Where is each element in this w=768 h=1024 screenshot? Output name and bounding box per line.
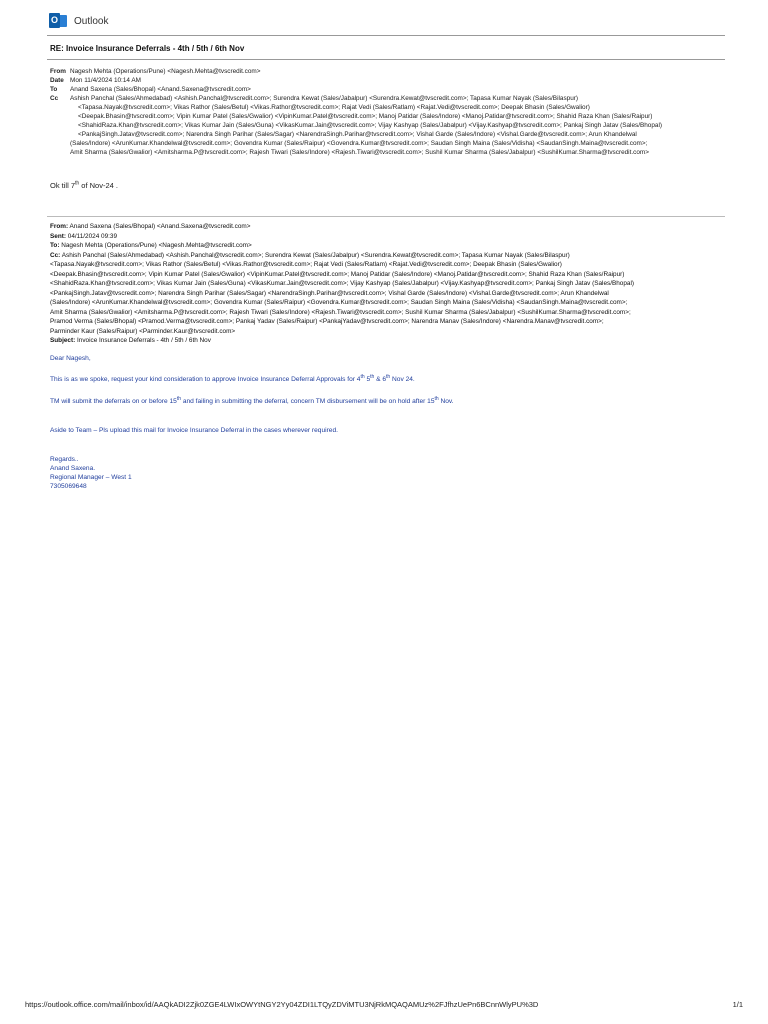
outlook-header	[49, 12, 108, 30]
reply-text: Ok till 7th of Nov-24 .	[50, 180, 118, 190]
cc-recipients[interactable]	[70, 94, 728, 157]
subject-divider	[47, 59, 725, 60]
cc-line: Amit Sharma (Sales/Gwalior) <Amitsharma.P@tvscredit.com>; Rajesh Tiwari (Sales/Indore) <Rajesh.Tiwari@tvscredit.com>; Sushil Kumar Sharma (Sales/Jabalpur) <SushilKumar.Sharma@tvscredit.com>	[70, 149, 649, 156]
email-subject: RE: Invoice Insurance Deferrals - 4th / 5th / 6th Nov	[50, 44, 245, 53]
fwd-cc: Cc: Ashish Panchal (Sales/Ahmedabad) <Ashish.Panchal@tvscredit.com>; Surendra Kewat (Sales/Jabalpur) <Surendra.Kewat@tvscredit.com>; Tapasa Kumar Nayak (Sales/Bilaspur) <Tapasa.Nayak@tvscredit.com>; Vikas Rathor (Sales/Betul) <Vikas.Rathor@tvscredit.com>; Rajat Vedi (Sales/Ratlam) <Rajat.Vedi@tvscredit.com>; Deepak Bhasin (Sales/Gwalior) <Deepak.Bhasin@tvscredit.com>; Vipin Kumar Patel (Sales/Gwalior) <VipinKumar.Patel@tvscredit.com>; Manoj Patidar (Sales/Indore) <Manoj.Patidar@tvscredit.com>; Shahid Raza Khan (Sales/Raipur) <ShahidRaza.Khan@tvscredit.com>; Vikas Kumar Jain (Sales/Guna) <VikasKumar.Jain@tvscredit.com>; Vijay Kashyap (Sales/Jabalpur) <Vijay.Kashyap@tvscredit.com>; Pankaj Singh Jatav (Sales/Bhopal) <PankajSingh.Jatav@tvscredit.com>; Narendra Singh Parihar (Sales/Sagar) <NarendraSingh.Parihar@tvscredit.com>; Vishal Garde (Sales/Indore) <Vishal.Garde@tvscredit.com>; Arun Khandelwal (Sales/Indore) <ArunKumar.Khandelwal@tvscredit.com>; Govendra Kumar (Sales/Raipur) <Govendra.Kumar@tvscredit.com>; Saudan Singh Maina (Sales/Vidisha) <SaudanSingh.Maina@tvscredit.com>; Amit Sharma (Sales/Gwalior) <Amitsharma.P@tvscredit.com>; Rajesh Tiwari (Sales/Indore) <Rajesh.Tiwari@tvscredit.com>; Sushil Kumar Sharma (Sales/Jabalpur) <SushilKumar.Sharma@tvscredit.com>; Pramod Verma (Sales/Bhopal) <Pramod.Verma@tvscredit.com>; Pankaj Yadav (Sales/Raipur) <PankajYadav@tvscredit.com>; Narendra Manav (Sales/Indore) <Narendra.Manav@tvscredit.com>; Parminder Kaur (Sales/Raipur) <Parminder.Kaur@tvscredit.com>	[50, 251, 635, 335]
fwd-subject: Invoice Insurance Deferrals - 4th / 5th / 6th Nov	[75, 337, 211, 344]
cc-line: <Deepak.Bhasin@tvscredit.com>; Vipin Kumar Patel (Sales/Gwalior) <VipinKumar.Patel@tvscredit.com>; Manoj Patidar (Sales/Indore) <Manoj.Patidar@tvscredit.com>; Shahid Raza Khan (Sales/Raipur)	[78, 113, 653, 120]
cc-line: <Tapasa.Nayak@tvscredit.com>; Vikas Rathor (Sales/Betul) <Vikas.Rathor@tvscredit.com>; Rajat Vedi (Sales/Ratlam) <Rajat.Vedi@tvscredit.com>; Deepak Bhasin (Sales/Gwalior)	[78, 104, 590, 111]
page-number: 1/1	[732, 1000, 743, 1009]
print-footer	[25, 1000, 743, 1009]
outlook-logo-icon: O	[49, 12, 67, 30]
cc-line: <ShahidRaza.Khan@tvscredit.com>; Vikas Kumar Jain (Sales/Guna) <VikasKumar.Jain@tvscredit.com>; Vijay Kashyap (Sales/Jabalpur) <Vijay.Kashyap@tvscredit.com>; Pankaj Singh Jatav (Sales/Bhopal)	[78, 122, 663, 129]
cc-line: Ashish Panchal (Sales/Ahmedabad) <Ashish.Panchal@tvscredit.com>; Surendra Kewat (Sales/Jabalpur) <Surendra.Kewat@tvscredit.com>; Tapasa Kumar Nayak (Sales/Bilaspur)	[70, 95, 579, 102]
paragraph-2: TM will submit the deferrals on or before 15th and failing in submitting the deferral, concern TM disbursement will be on hold after 15th Nov.	[50, 395, 454, 405]
cc-label: Cc	[50, 95, 59, 102]
greeting: Dear Nagesh,	[50, 355, 91, 362]
fwd-sent: 04/11/2024 09:39	[65, 232, 118, 240]
fwd-from: Anand Saxena (Sales/Bhopal) <Anand.Saxena@tvscredit.com>	[68, 223, 251, 230]
paragraph-3: Aside to Team – Pls upload this mail for Invoice Insurance Deferral in the cases wherever required.	[50, 427, 338, 434]
cc-line: (Sales/Indore) <ArunKumar.Khandelwal@tvscredit.com>; Govendra Kumar (Sales/Raipur) <Govendra.Kumar@tvscredit.com>; Saudan Singh Maina (Sales/Vidisha) <SaudanSingh.Maina@tvscredit.com>;	[70, 140, 648, 147]
forwarded-header: From: Anand Saxena (Sales/Bhopal) <Anand.Saxena@tvscredit.com> Sent: 04/11/2024 09:39 To: Nagesh Mehta (Operations/Pune) <Nagesh.Mehta@tvscredit.com> Cc: Ashish Panchal (Sales/Ahmedabad) <Ashish.Panchal@tvscredit.com>; Surendra Kewat (Sales/Jabalpur) <Surendra.Kewat@tvscredit.com>; Tapasa Kumar Nayak (Sales/Bilaspur) <Tapasa.Nayak@tvscredit.com>; Vikas Rathor (Sales/Betul) <Vikas.Rathor@tvscredit.com>; Rajat Vedi (Sales/Ratlam) <Rajat.Vedi@tvscredit.com>; Deepak Bhasin (Sales/Gwalior) <Deepak.Bhasin@tvscredit.com>; Vipin Kumar Patel (Sales/Gwalior) <VipinKumar.Patel@tvscredit.com>; Manoj Patidar (Sales/Indore) <Manoj.Patidar@tvscredit.com>; Shahid Raza Khan (Sales/Raipur) <ShahidRaza.Khan@tvscredit.com>; Vikas Kumar Jain (Sales/Guna) <VikasKumar.Jain@tvscredit.com>; Vijay Kashyap (Sales/Jabalpur) <Vijay.Kashyap@tvscredit.com>; Pankaj Singh Jatav (Sales/Bhopal) <PankajSingh.Jatav@tvscredit.com>; Narendra Singh Parihar (Sales/Sagar) <NarendraSingh.Parihar@tvscredit.com>; Vishal Garde (Sales/Indore) <Vishal.Garde@tvscredit.com>; Arun Khandelwal (Sales/Indore) <ArunKumar.Khandelwal@tvscredit.com>; Govendra Kumar (Sales/Raipur) <Govendra.Kumar@tvscredit.com>; Saudan Singh Maina (Sales/Vidisha) <SaudanSingh.Maina@tvscredit.com>; Amit Sharma (Sales/Gwalior) <Amitsharma.P@tvscredit.com>; Rajesh Tiwari (Sales/Indore) <Rajesh.Tiwari@tvscredit.com>; Sushil Kumar Sharma (Sales/Jabalpur) <SushilKumar.Sharma@tvscredit.com>; Pramod Verma (Sales/Bhopal) <Pramod.Verma@tvscredit.com>; Pankaj Yadav (Sales/Raipur) <PankajYadav@tvscredit.com>; Narendra Manav (Sales/Indore) <Narendra.Manav@tvscredit.com>; Parminder Kaur (Sales/Raipur) <Parminder.Kaur@tvscredit.com> Subject: Invoice Insurance Deferrals - 4th / 5th / 6th Nov	[50, 222, 726, 346]
app-name: Outlook	[74, 15, 109, 27]
top-divider	[47, 35, 725, 36]
from-label: From	[50, 68, 66, 75]
to-label: To	[50, 86, 58, 93]
to-value[interactable]: Anand Saxena (Sales/Bhopal) <Anand.Saxena@tvscredit.com>	[70, 86, 251, 93]
signature: Regards.. Anand Saxena. Regional Manager – West 1 7305069648	[50, 456, 132, 490]
cc-line: <PankajSingh.Jatav@tvscredit.com>; Narendra Singh Parihar (Sales/Sagar) <NarendraSingh.Parihar@tvscredit.com>; Vishal Garde (Sales/Indore) <Vishal.Garde@tvscredit.com>; Arun Khandelwal	[78, 131, 637, 138]
fwd-to: Nagesh Mehta (Operations/Pune) <Nagesh.Mehta@tvscredit.com>	[59, 242, 252, 249]
forward-divider	[47, 216, 725, 217]
from-value[interactable]: Nagesh Mehta (Operations/Pune) <Nagesh.Mehta@tvscredit.com>	[70, 68, 261, 75]
date-value: Mon 11/4/2024 10:14 AM	[70, 77, 141, 84]
footer-url[interactable]: https://outlook.office.com/mail/inbox/id/AAQkADI2Zjk0ZGE4LWIxOWYtNGY2Yy04ZDI1LTQyZDViMTU3NjRkMQAQAMUz%2FJfhzUePn6BCnnWlyPU%3D	[25, 1000, 539, 1009]
message-header	[50, 67, 728, 157]
date-label: Date	[50, 77, 64, 84]
paragraph-1: This is as we spoke, request your kind consideration to approve Invoice Insurance Deferral Approvals for 4th 5th & 6th Nov 24.	[50, 373, 415, 383]
